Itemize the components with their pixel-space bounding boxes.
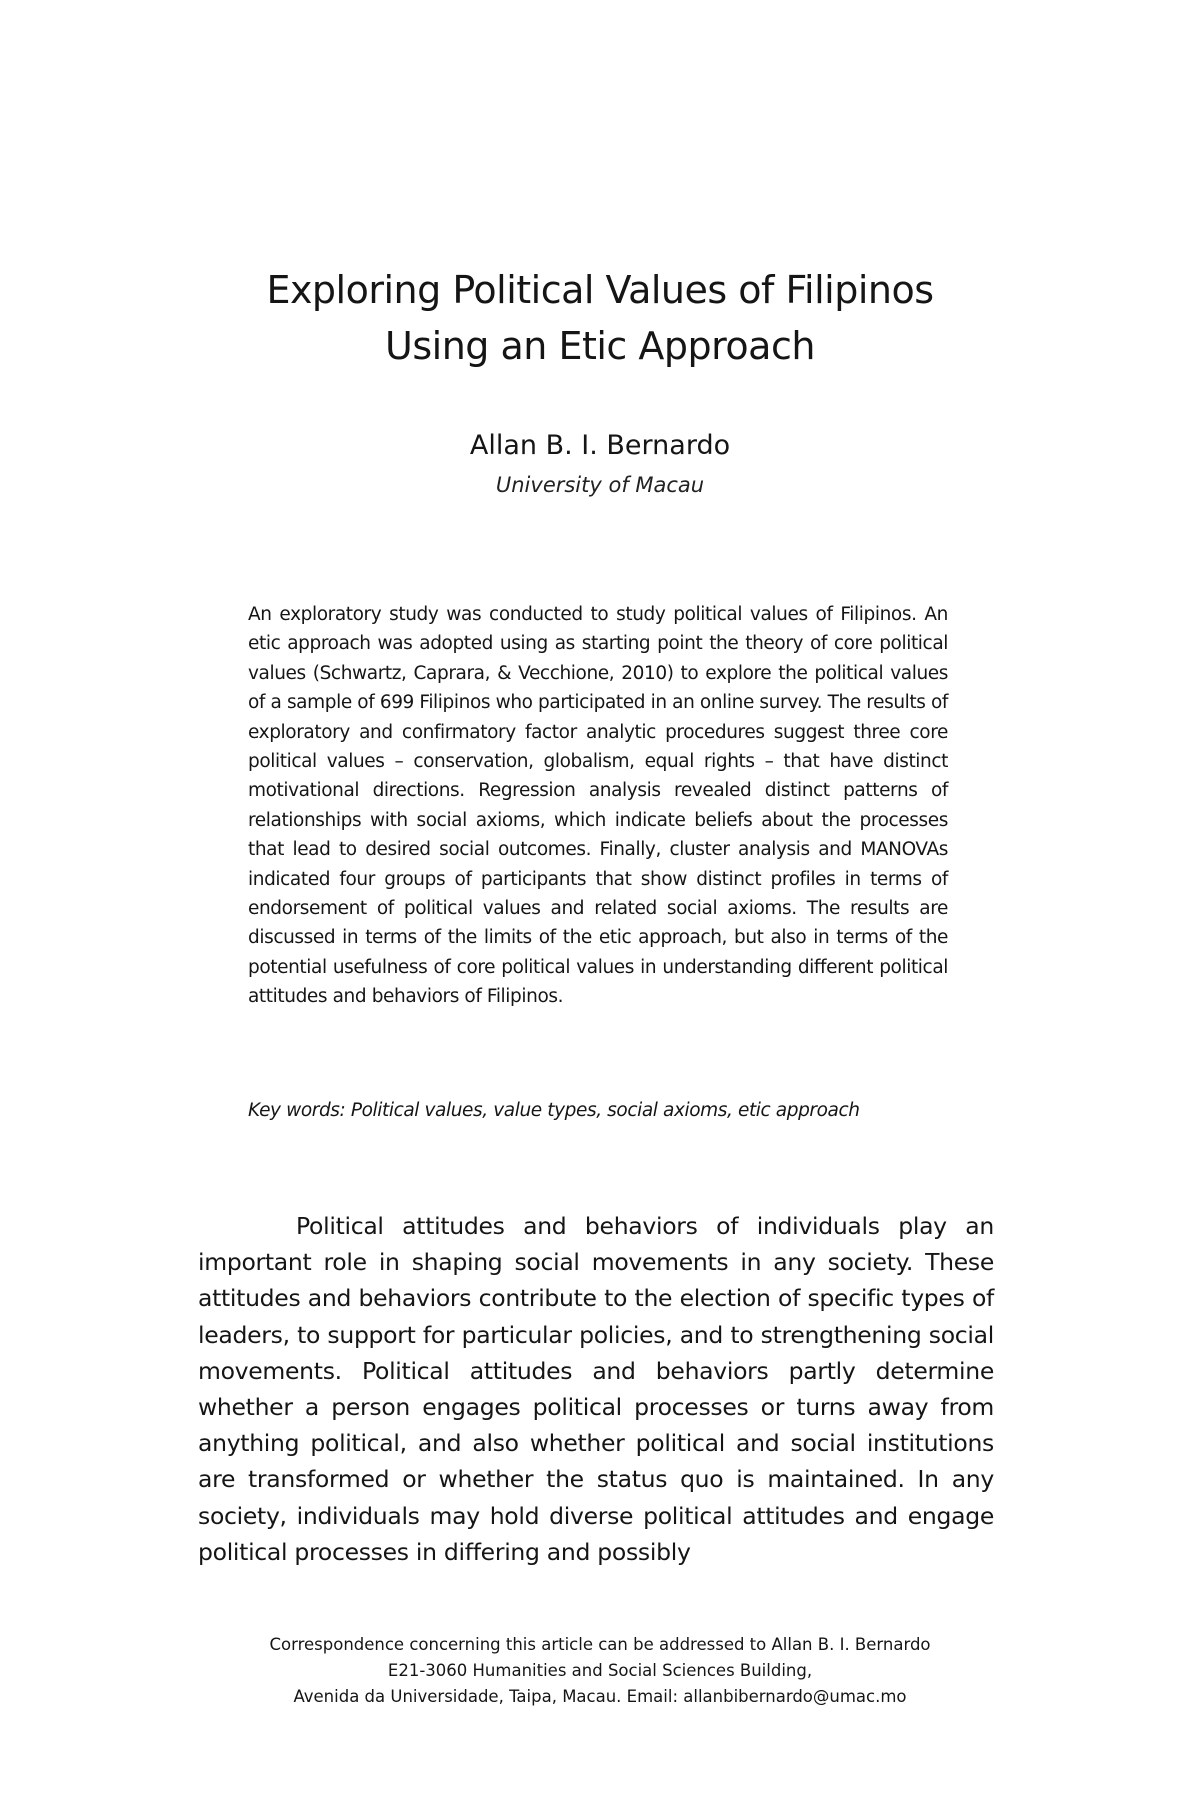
footnote-line-2: E21-3060 Humanities and Social Sciences Building, xyxy=(387,1661,813,1680)
correspondence-footnote xyxy=(0,1632,1200,1710)
abstract: An exploratory study was conducted to study political values of Filipinos. An etic approach was adopted using as starting point the theory of core political values (Schwartz, Caprara, & Vecchione, 2010) to explore the political values of a sample of 699 Filipinos who participated in an online survey. The results of exploratory and confirmatory factor analytic procedures suggest three core political values – conservation, globalism, equal rights – that have distinct motivational directions. Regression analysis revealed distinct patterns of relationships with social axioms, which indicate beliefs about the processes that lead to desired social outcomes. Finally, cluster analysis and MANOVAs indicated four groups of participants that show distinct profiles in terms of endorsement of political values and related social axioms. The results are discussed in terms of the limits of the etic approach, but also in terms of the potential usefulness of core political values in understanding different political attitudes and behaviors of Filipinos. xyxy=(248,604,948,1008)
paper-title-line-1: Exploring Political Values of Filipinos xyxy=(266,268,934,312)
author-name: Allan B. I. Bernardo xyxy=(469,430,731,461)
paper-title-line-2: Using an Etic Approach xyxy=(385,324,815,368)
author-affiliation: University of Macau xyxy=(495,473,705,497)
paper-title xyxy=(0,262,1200,374)
keywords: Key words: Political values, value types, social axioms, etic approach xyxy=(248,1100,860,1121)
footnote-line-1: Correspondence concerning this article can be addressed to Allan B. I. Bernardo xyxy=(269,1635,931,1654)
footnote-line-3: Avenida da Universidade, Taipa, Macau. Email: allanbibernardo@umac.mo xyxy=(293,1687,907,1706)
body-paragraph-text: Political attitudes and behaviors of individuals play an important role in shaping social movements in any society. These attitudes and behaviors contribute to the election of specific types of leaders, to support for particular policies, and to strengthening social movements. Political attitudes and behaviors partly determine whether a person engages political processes or turns away from anything political, and also whether political and social institutions are transformed or whether the status quo is maintained. In any society, individuals may hold diverse political attitudes and engage political processes in differing and possibly xyxy=(198,1212,994,1566)
body-paragraph xyxy=(198,1208,994,1570)
